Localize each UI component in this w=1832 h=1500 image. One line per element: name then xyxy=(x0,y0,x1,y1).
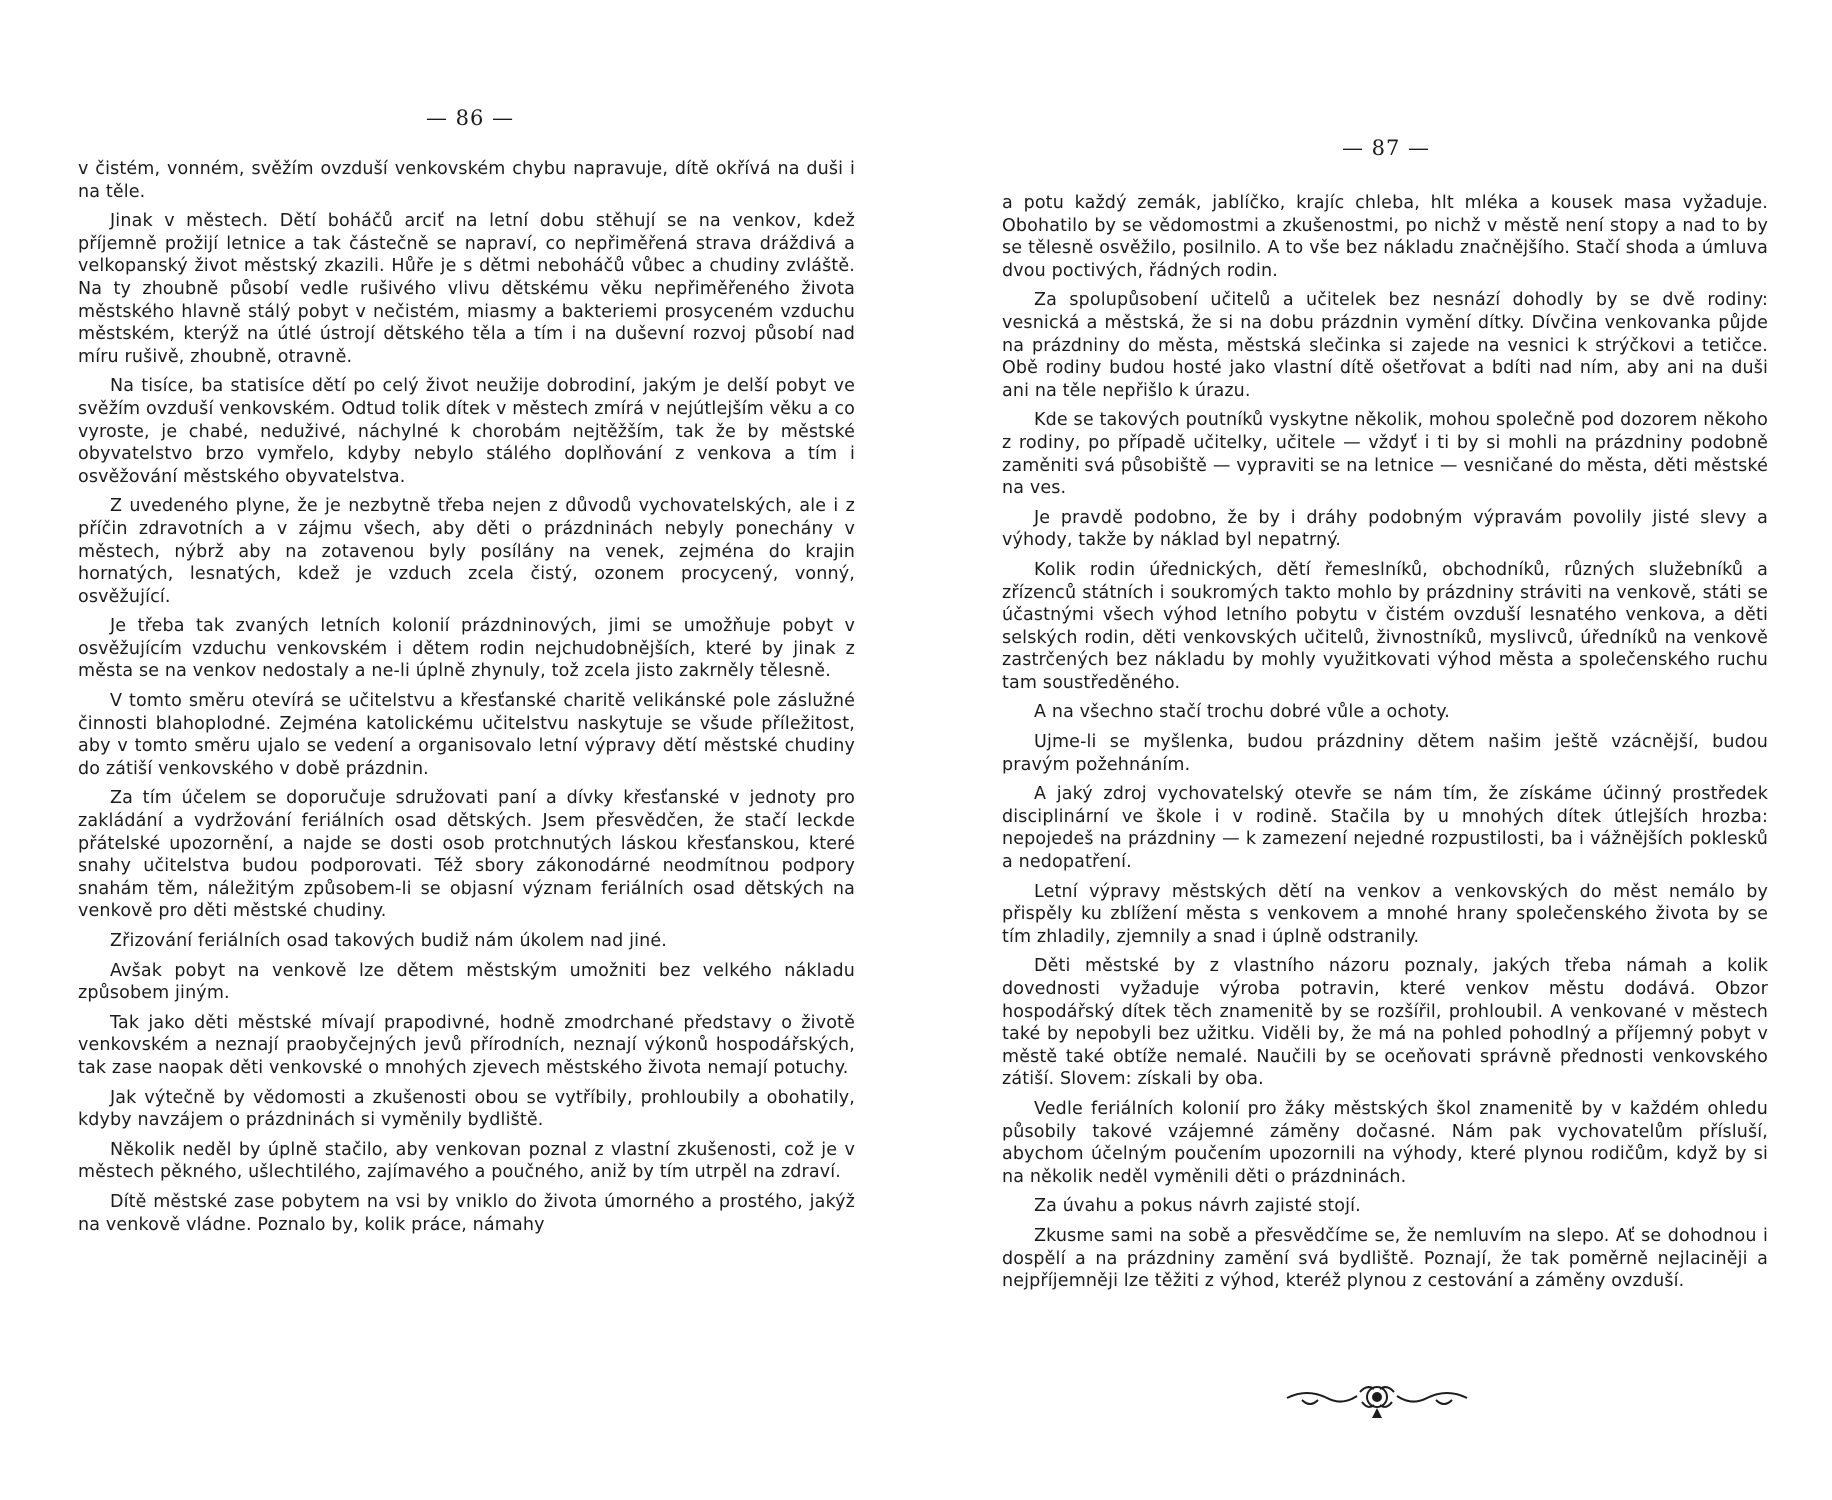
page-number-left: — 86 — xyxy=(425,106,515,130)
paragraph: Jinak v městech. Dětí boháčů arciť na letní dobu stěhují se na venkov, kdež příjemně prožijí letnice a tak částečně se napraví, co nepřiměřená strava dráždivá a velkopanský život městský zkazili. Hůře je s dětmi neboháčů vůbec a chudiny zvláště. Na ty zhoubně působí vedle rušivého vlivu dětskému věku nepřiměřeného života městského hlavně stálý pobyt v nečistém, miasmy a bakteriemi prosyceném vzduchu městském, kterýž na útlé ústrojí dětského těla a tím i na duševní rozvoj působí nad míru rušivě, zhoubně, otravně. xyxy=(78,211,855,367)
paragraph: Jak výtečně by vědomosti a zkušenosti obou se vytříbily, prohloubily a obohatily, kdyby navzájem o prázdninách si vyměnily bydliště. xyxy=(78,1087,855,1131)
paragraph: Kolik rodin úřednických, dětí řemeslníků, obchodníků, různých služebníků a zřízenců státních i soukromých takto mohlo by prázdniny stráviti na venkově, státi se účastnými všech výhod letního pobytu v čistém ovzduší lesnatého venkova, a děti selských rodin, děti venkovských učitelů, živnostníků, myslivců, úředníků na venkově zastrčených bez nákladu by mohly využitkovati výhod města a společenského ruchu tam soustředěného. xyxy=(1002,559,1768,693)
paragraph: Dítě městské zase pobytem na vsi by vniklo do života úmorného a prostého, jakýž na venkově vládne. Poznalo by, kolik práce, námahy xyxy=(78,1191,855,1235)
paragraph: Kde se takových poutníků vyskytne několik, mohou společně pod dozorem někoho z rodiny, po případě učitelky, učitele — vždyť i ti by si mohli na prázdniny podobně zaměniti svá působiště — vypraviti se na letnice — vesničané do města, děti městské na ves. xyxy=(1002,410,1768,499)
paragraph: Zkusme sami na sobě a přesvědčíme se, že nemluvím na slepo. Ať se dohodnou i dospělí a na prázdniny zamění svá bydliště. Poznají, že tak poměrně nejlaciněji a nejpříjemněji lze těžiti z výhod, kteréž plynou z cestování a záměny ovzduší. xyxy=(1002,1225,1768,1292)
paragraph: Za úvahu a pokus návrh zajisté stojí. xyxy=(1034,1196,1361,1217)
paragraph: Děti městské by z vlastního názoru poznaly, jakých třeba námah a kolik dovednosti vyžaduje výroba potravin, které venkov městu dodává. Obzor hospodářský dítek těch znamenitě by se rozšířil, prohloubil. A venkované v městech také by nepobyli bez užitku. Viděli by, že má na pohled pohodlný a příjemný pobyt v městě také obtíže nemalé. Naučili by se oceňovati správně přednosti venkovského zátiší. Slovem: získali by oba. xyxy=(1002,956,1768,1090)
paragraph: A jaký zdroj vychovatelský otevře se nám tím, že získáme účinný prostředek disciplinární ve škole i v rodině. Stačila by u mnohých dítek útlejších hrozba: nepojedeš na prázdniny — k zamezení nejedné rozpustilosti, ba i vážnějších poklesků a nedopatření. xyxy=(1002,784,1768,873)
paragraph: Za tím účelem se doporučuje sdružovati paní a dívky křesťanské v jednoty pro zakládání a vydržování feriálních osad dětských. Jsem přesvědčen, že stačí leckde přátelské upozornění, a najde se dosti osob protchnutých láskou křesťanskou, které snahy učitelstva budou podporovati. Též sbory zákonodárné neodmítnou podpory snahám těm, náležitým způsobem-li se objasní význam feriálních osad dětských na venkově pro děti městské chudiny. xyxy=(78,788,855,922)
paragraph: Za spolupůsobení učitelů a učitelek bez nesnází dohodly by se dvě rodiny: vesnická a městská, že si na dobu prázdnin vymění dítky. Dívčina venkovanka půjde na prázdniny do města, městská slečinka si zajede na vesnici k strýčkovi a tetičce. Obě rodiny budou hosté jako vlastní dítě ošetřovat a bdíti nad ním, aby ani na duši ani na těle nepřišlo k úrazu. xyxy=(1002,290,1768,401)
paragraph: a potu každý zemák, jablíčko, krajíc chleba, hlt mléka a kousek masa vyžaduje. Obohatilo by se vědomostmi a zkušenostmi, po nichž v městě není stopy a nad to by se tělesně osvěžilo, posilnilo. A to vše bez nákladu značnějšího. Stačí shoda a úmluva dvou poctivých, řádných rodin. xyxy=(1002,193,1768,281)
paragraph: A na všechno stačí trochu dobré vůle a ochoty. xyxy=(1034,702,1451,723)
paragraph: Ujme-li se myšlenka, budou prázdniny dětem našim ještě vzácnější, budou pravým požehnáním. xyxy=(1002,732,1768,775)
paragraph: Je pravdě podobno, že by i dráhy podobným výpravám povolily jisté slevy a výhody, takže by náklad byl nepatrný. xyxy=(1002,507,1768,551)
paragraph: Je třeba tak zvaných letních kolonií prázdninových, jimi se umožňuje pobyt v osvěžujícím vzduchu venkovském i dětem rodin nejchudobnějších, které by jinak z města se na venkov nedostaly a ne-li úplně zhynuly, tož zcela jisto zakrněly tělesně. xyxy=(78,616,855,682)
left-page-text xyxy=(78,158,855,1243)
paragraph: v čistém, vonném, svěžím ovzduší venkovském chybu napravuje, dítě okřívá na duši i na těle. xyxy=(78,159,855,202)
paragraph: Letní výpravy městských dětí na venkov a venkovských do měst nemálo by přispěly ku zblížení města s venkovem a mnohé hrany společenského života by se tím zhladily, zjemnily a snad i úplně odstranily. xyxy=(1002,881,1768,947)
paragraph: Na tisíce, ba statisíce dětí po celý život neužije dobrodiní, jakým je delší pobyt ve svěžím ovzduší venkovském. Odtud tolik dítek v městech zmírá v nejútlejším věku a co vyroste, je chabé, neduživé, náchylné k chorobám nejtěžším, tak že by městské obyvatelstvo brzo vymřelo, kdyby nebylo stálého doplňování z venkova a tím i osvěžování městského obyvatelstva. xyxy=(78,376,855,487)
paragraph: Zřizování feriálních osad takových budiž nám úkolem nad jiné. xyxy=(110,931,668,951)
paragraph: Z uvedeného plyne, že je nezbytně třeba nejen z důvodů vychovatelských, ale i z příčin zdravotních a v zájmu všech, aby děti o prázdninách nebyly ponechány v městech, nýbrž aby na zotavenou byly posílány na venek, zejména do krajin hornatých, lesnatých, kdež je vzduch zcela čistý, ozonem procycený, vonný, osvěžující. xyxy=(78,496,855,607)
floral-ornament-icon xyxy=(1282,1380,1472,1420)
right-page xyxy=(916,0,1832,1500)
paragraph: Vedle feriálních kolonií pro žáky městských škol znamenitě by v každém ohledu působily takové vzájemné záměny dočasné. Nám pak vychovatelům přísluší, abychom účelným poučením upozornili na výhody, které plynou rodičům, když by si na několik neděl vyměnili děti o prázdninách. xyxy=(1002,1098,1768,1187)
paragraph: V tomto směru otevírá se učitelstvu a křesťanské charitě velikánské pole záslužné činnosti blahoplodné. Zejména katolickému učitelstvu naskytuje se všude příležitost, aby v tomto směru ujalo se vedení a organisovalo letní výpravy dětí městské chudiny do zátiší venkovského v době prázdnin. xyxy=(78,691,855,779)
page-number-right: — 87 — xyxy=(1341,136,1431,160)
right-page-text xyxy=(1002,192,1768,1300)
paragraph: Několik neděl by úplně stačilo, aby venkovan poznal z vlastní zkušenosti, což je v městech pěkného, ušlechtilého, zajímavého a poučného, aniž by tím utrpěl na zdraví. xyxy=(78,1139,855,1183)
paragraph: Avšak pobyt na venkově lze dětem městským umožniti bez velkého nákladu způsobem jiným. xyxy=(78,960,855,1004)
paragraph: Tak jako děti městské mívají prapodivné, hodně zmodrchané představy o životě venkovském a neznají praobyčejných jevů přírodních, neznají výkonů hospodářských, tak zase naopak děti venkovské o mnohých zjevech městského života nemají potuchy. xyxy=(78,1012,855,1078)
